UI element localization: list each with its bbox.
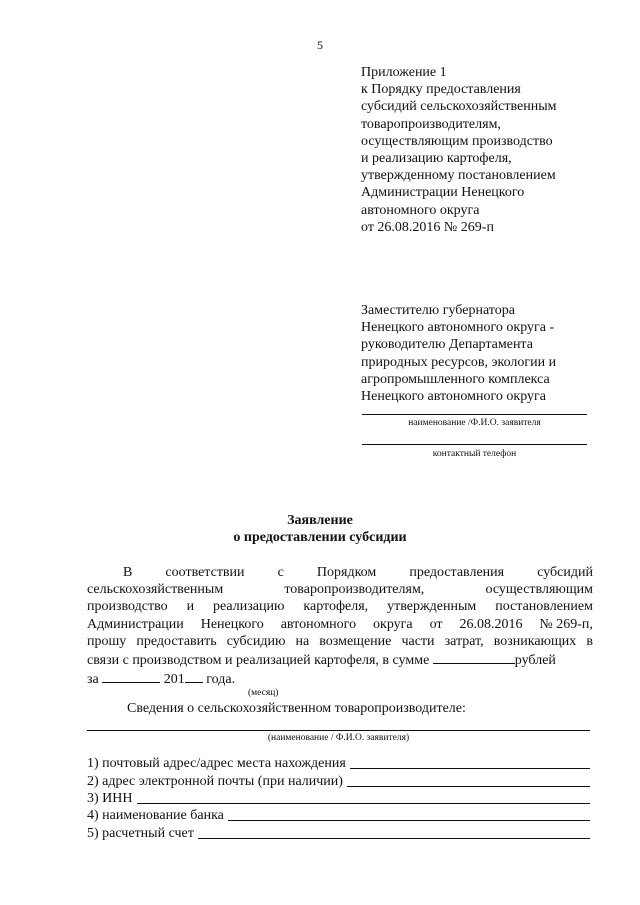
appendix-line: автономного округа: [361, 202, 480, 218]
body-line: за 201 года.: [87, 669, 593, 688]
addressee-line: природных ресурсов, экологии и: [361, 354, 557, 370]
body-line: прошу предоставить субсидию на возмещение части затрат, возникающих в: [87, 633, 593, 649]
addressee-line: руководителю Департамента: [361, 337, 533, 353]
appendix-line: Приложение 1: [361, 65, 447, 80]
applicant-full-name-caption: (наименование / Ф.И.О. заявителя): [267, 733, 410, 743]
body-line: связи с производством и реализацией картофеля, в сумме рублей: [87, 650, 593, 669]
appendix-line: и реализацию картофеля,: [361, 151, 512, 167]
month-blank[interactable]: [102, 669, 160, 683]
addressee-line: Заместителю губернатора: [361, 303, 515, 318]
field-postal-address: 1) почтовый адрес/адрес места нахождения: [87, 756, 590, 772]
month-caption: (месяц): [248, 688, 279, 698]
body-line: В соответствии с Порядком предоставления субсидий: [123, 565, 593, 580]
contact-phone-line[interactable]: [362, 444, 587, 445]
appendix-block: [361, 64, 611, 236]
applicant-full-name-line[interactable]: [87, 730, 590, 731]
appendix-line: Администрации Ненецкого: [361, 185, 525, 201]
bank-name-line[interactable]: [228, 808, 590, 821]
year-blank[interactable]: [185, 669, 203, 683]
postal-address-line[interactable]: [350, 756, 590, 769]
document-subtitle: о предоставлении субсидии: [233, 530, 407, 545]
addressee-block: [361, 302, 611, 405]
addressee-line: агропромышленного комплекса: [361, 371, 550, 387]
email-line[interactable]: [347, 774, 590, 787]
field-account: 5) расчетный счет: [87, 826, 590, 842]
amount-blank[interactable]: [433, 650, 515, 664]
addressee-line: Ненецкого автономного округа: [361, 389, 546, 405]
appendix-line: субсидий сельскохозяйственным: [361, 99, 557, 115]
appendix-line: товаропроизводителям,: [361, 116, 501, 132]
field-inn: 3) ИНН: [87, 791, 590, 807]
page-number: 5: [317, 38, 323, 52]
contact-phone-caption: контактный телефон: [432, 449, 517, 459]
body-line: Администрации Ненецкого автономного округа от 26.08.2016 № 269-п,: [87, 616, 593, 632]
body-line: производство и реализацию картофеля, утвержденным постановлением: [87, 599, 593, 615]
inn-line[interactable]: [137, 791, 591, 804]
application-body: [87, 564, 593, 688]
document-title: Заявление: [287, 513, 353, 528]
applicant-name-line[interactable]: [362, 414, 587, 415]
field-email: 2) адрес электронной почты (при наличии): [87, 774, 590, 790]
appendix-line: к Порядку предоставления: [361, 82, 521, 98]
producer-info-title: Сведения о сельскохозяйственном товаропроизводителе:: [127, 701, 466, 716]
account-line[interactable]: [198, 826, 590, 839]
addressee-line: Ненецкого автономного округа -: [361, 320, 555, 336]
appendix-line: от 26.08.2016 № 269-п: [361, 219, 494, 235]
applicant-name-caption: наименование /Ф.И.О. заявителя: [408, 418, 541, 428]
appendix-line: осуществляющим производство: [361, 133, 553, 149]
appendix-line: утвержденному постановлением: [361, 168, 556, 184]
body-line: сельскохозяйственным товаропроизводителям, осуществляющим: [87, 582, 593, 598]
field-bank-name: 4) наименование банка: [87, 808, 590, 824]
